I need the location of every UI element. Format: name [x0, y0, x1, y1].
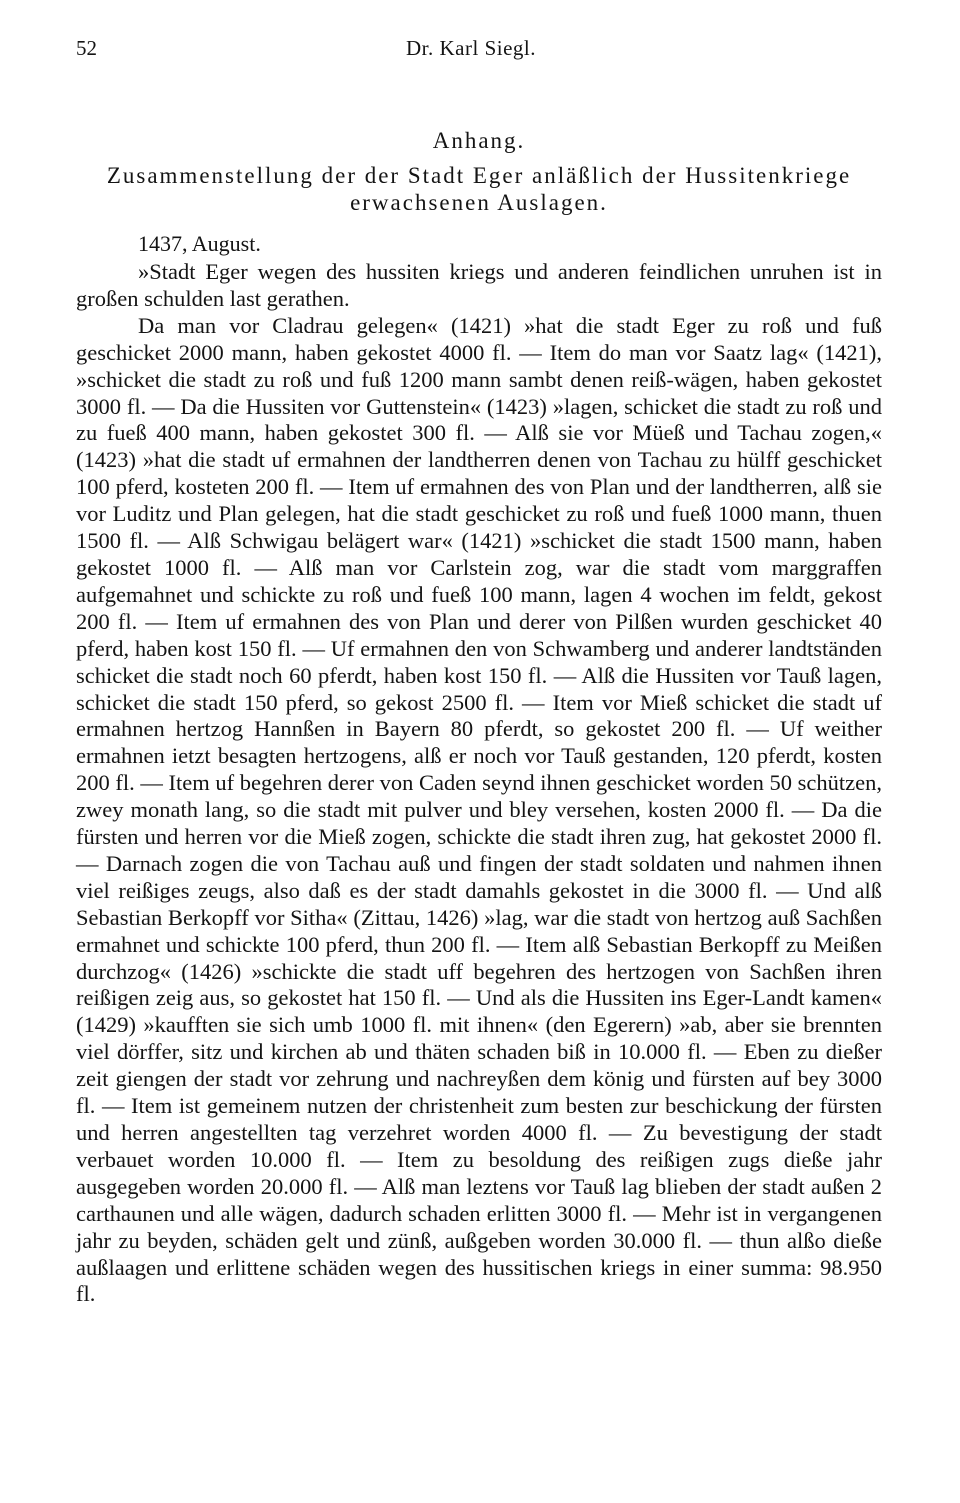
section-title: Anhang. [432, 128, 526, 153]
date-line: 1437, August. [138, 231, 261, 256]
page-number: 52 [76, 36, 97, 60]
running-title: Dr. Karl Siegl. [406, 36, 536, 60]
paragraph-intro: »Stadt Eger wegen des hussiten kriegs und anderen feindlichen unruhen ist in großen schulden last gerathen. [76, 259, 882, 311]
document-heading: Zusammenstellung der der Stadt Eger anläßlich der Hussitenkriege erwachsenen Auslagen. [106, 163, 852, 215]
running-header [76, 36, 882, 76]
paragraph-expenses: Da man vor Cladrau gelegen« (1421) »hat die stadt Eger zu roß und fuß geschicket 2000 mann, haben gekostet 4000 fl. — Item do man vor Saatz lag« (1421), »schicket die stadt zu roß und fuß 1200 mann sambt denen reiß-wägen, haben gekostet 3000 fl. — Da die Hussiten vor Guttenstein« (1423) »lagen, schicket die stadt zu roß und zu fueß 400 mann, haben gekostet 300 fl. — Alß sie vor Müeß und Tachau zogen,« (1423) »hat die stadt uf ermahnen der landtherren denen von Tachau zu hülff geschicket 100 pferd, kosteten 200 fl. — Item uf ermahnen des von Plan und der landtherren, alß sie vor Luditz und Plan gelegen, hat die stadt geschicket zu roß und fueß 1000 mann, thuen 1500 fl. — Alß Schwigau belägert war« (1421) »schicket die stadt 1500 mann, haben gekostet 1000 fl. — Alß man vor Carlstein zog, war die stadt vom marggraffen aufgemahnet und schickte zu roß und fueß 100 mann, lagen 4 wochen im feldt, gekost 200 fl. — Item uf ermahnen des von Plan und derer von Pilßen wurden geschicket 40 pferd, haben kost 150 fl. — Uf ermahnen den von Schwamberg und anderer landtständen schicket die stadt noch 60 pferdt, haben kost 150 fl. — Alß die Hussiten vor Tauß lagen, schicket die stadt 150 pferd, so gekost 2500 fl. — Item vor Mieß schicket die stadt uf ermahnen hertzog Hannßen in Bayern 80 pferdt, so gekostet 200 fl. — Uf weither ermahnen ietzt besagten hertzogens, alß er noch vor Tauß gestanden, 120 pferdt, kosten 200 fl. — Item uf begehren derer von Caden seynd ihnen geschicket worden 50 schützen, zwey monath lang, so die stadt mit pulver und bley versehen, kosten 2000 fl. — Da die fürsten und herren vor die Mieß zogen, schickte die stadt ihren zug, hat gekostet 2000 fl. — Darnach zogen die von Tachau auß und fingen der stadt soldaten und nahmen ihnen viel reißiges zeugs, also daß es der stadt damahls gekostet in die 3000 fl. — Und alß Sebastian Berkopff vor Sitha« (Zittau, 1426) »lag, war die stadt von hertzog auß Sachßen ermahnet und schickte 100 pferd, thun 200 fl. — Item alß Sebastian Berkopff zu Meißen durchzog« (1426) »schickte die stadt uff begehren des hertzogen von Sachßen ihren reißigen zeig aus, so gekostet hat 150 fl. — Und als die Hussiten ins Eger-Landt kamen« (1429) »kaufften sie sich umb 1000 fl. mit ihnen« (den Egerern) »ab, aber sie brennten viel dörffer, sitz und kirchen ab und thäten schaden biß in 10.000 fl. — Eben zu dießer zeit giengen der stadt vor zehrung und nachreyßen dem könig und fürsten auf bey 3000 fl. — Item ist gemeinem nutzen der christenheit zum besten zur beschickung der fürsten und herren angestellten tag verzehret worden 4000 fl. — Zu bevestigung der stadt verbauet worden 10.000 fl. — Item zu besoldung des reißigen zugs dieße jahr ausgegeben worden 20.000 fl. — Alß man leztens vor Tauß lag blieben der stadt außen 2 carthaunen und alle wägen, dadurch schaden erlitten 3000 fl. — Mehr ist in vergangenen jahr zu beyden, schäden gelt und zünß, außgeben worden 30.000 fl. — thun alßo dieße außlaagen und erlittene schäden wegen des hussitischen kriegs in einer summa: 98.950 fl. [76, 312, 882, 1307]
